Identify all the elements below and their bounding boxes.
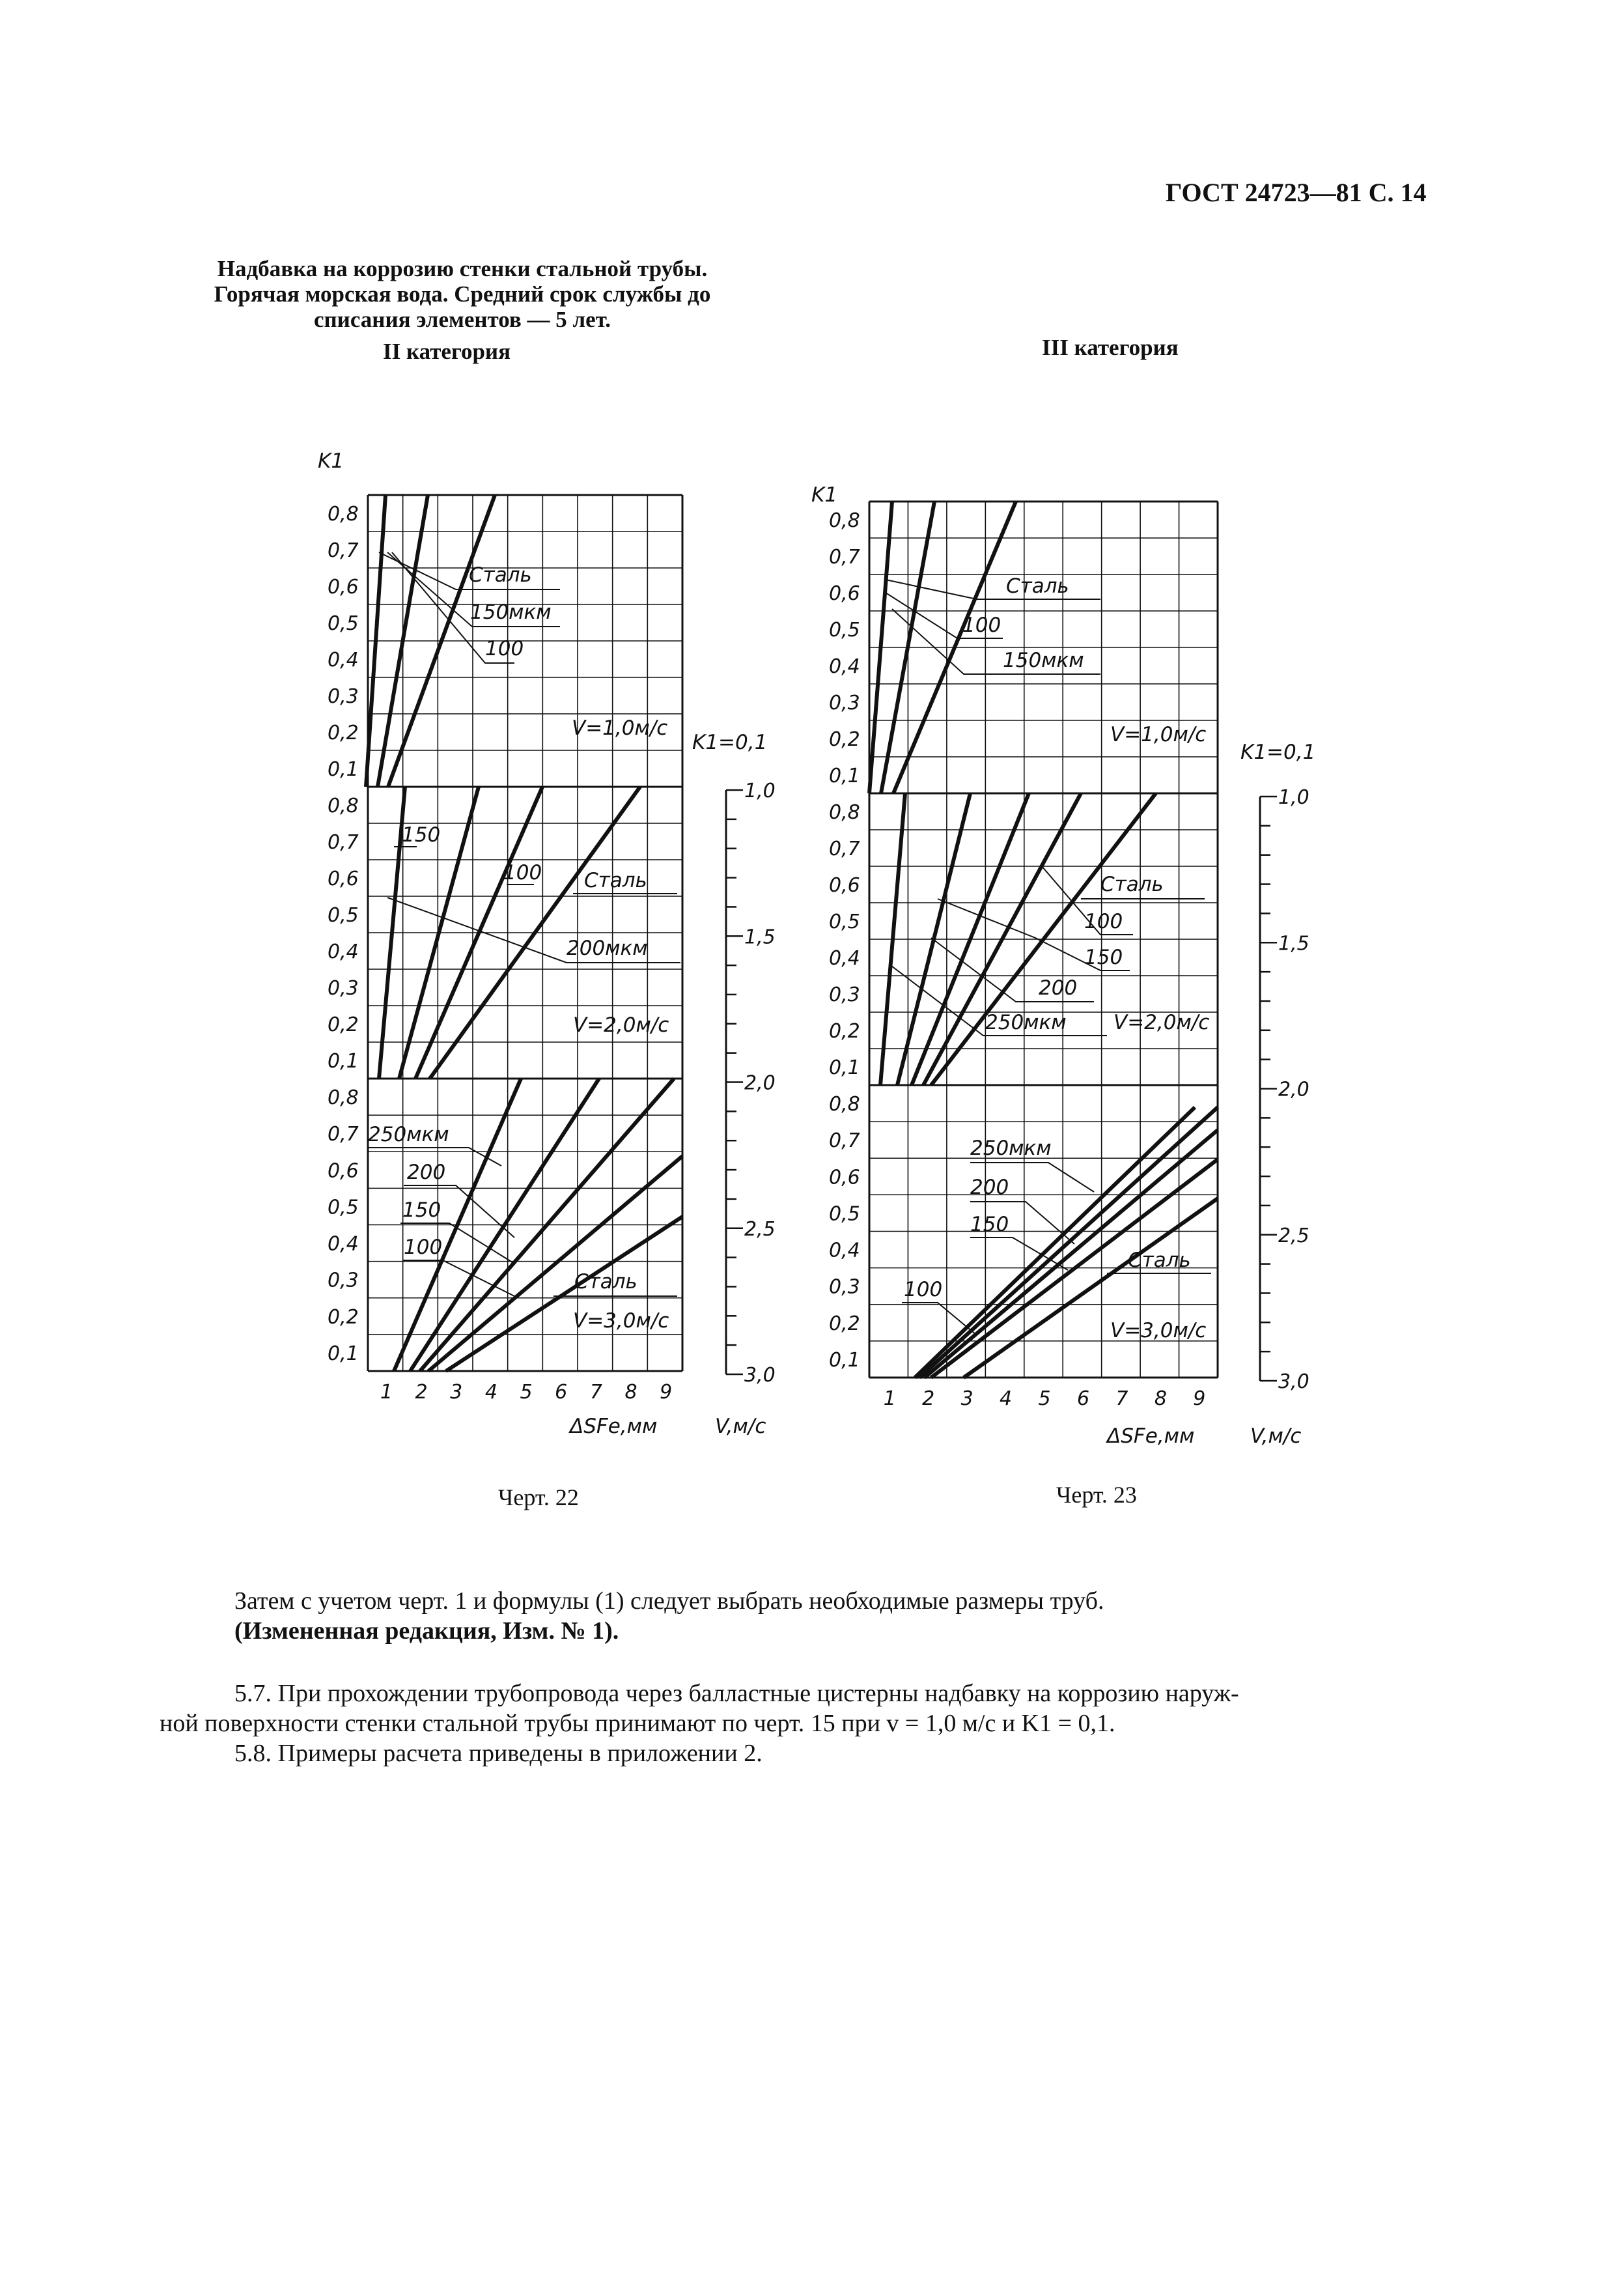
left-v-scale-label: 2,5 xyxy=(744,1217,776,1241)
right-v-axis-label: V,м/с xyxy=(1250,1424,1302,1448)
right-k-tick-label: 0,6 xyxy=(829,874,860,897)
right-p3-label-150: 150 xyxy=(970,1213,1009,1236)
right-k-tick-label: 0,1 xyxy=(829,1056,860,1079)
right-p3-label-250: 250мкм xyxy=(970,1137,1052,1160)
left-k-tick-label: 0,7 xyxy=(328,539,359,562)
right-p2-label-200: 200 xyxy=(1039,976,1078,1000)
right-p2-label-100: 100 xyxy=(1084,910,1123,933)
right-k-tick-label: 0,7 xyxy=(829,546,860,569)
left-v-scale-label: 3,0 xyxy=(744,1364,776,1387)
right-k-tick-label: 0,2 xyxy=(829,1312,860,1335)
right-k-tick-label: 0,4 xyxy=(829,655,860,678)
right-k-tick-label: 0,2 xyxy=(829,1020,860,1043)
right-p1-label-150: 150мкм xyxy=(1003,649,1084,672)
left-p1-label-150: 150мкм xyxy=(470,601,552,624)
right-k-tick-label: 0,4 xyxy=(829,947,860,970)
left-p3-label-200: 200 xyxy=(407,1161,446,1184)
left-p2-speed: V=2,0м/с xyxy=(573,1013,669,1037)
left-x-tick-label: 4 xyxy=(484,1381,497,1404)
right-k-tick-label: 0,1 xyxy=(829,1348,860,1372)
right-k-tick-label: 0,8 xyxy=(829,509,860,532)
left-k-tick-label: 0,1 xyxy=(328,758,359,781)
left-k-tick-label: 0,3 xyxy=(328,1269,359,1292)
left-p2-label-steel: Сталь xyxy=(584,869,647,892)
left-k-tick-labels xyxy=(328,503,359,1365)
left-v-axis-label: V,м/с xyxy=(715,1415,766,1438)
right-chart xyxy=(811,483,1315,1448)
left-x-tick-label: 6 xyxy=(555,1381,568,1404)
right-p2-speed: V=2,0м/с xyxy=(1113,1011,1210,1034)
right-p1-speed: V=1,0м/с xyxy=(1110,723,1207,746)
right-v-scale-title: K1=0,1 xyxy=(1240,741,1316,764)
right-k-tick-label: 0,6 xyxy=(829,582,860,605)
left-v-scale-label: 2,0 xyxy=(744,1071,776,1095)
right-k-tick-label: 0,7 xyxy=(829,838,860,860)
left-p1-label-steel: Сталь xyxy=(469,563,532,587)
right-v-scale-label: 1,0 xyxy=(1278,786,1309,809)
right-v-scale-label: 1,5 xyxy=(1278,932,1309,955)
right-x-tick-label: 5 xyxy=(1038,1387,1051,1410)
right-x-tick-label: 6 xyxy=(1076,1387,1090,1410)
left-x-axis-label: ΔSFe,мм xyxy=(570,1415,658,1438)
left-k-tick-label: 0,4 xyxy=(328,649,359,672)
title-line-1: Надбавка на коррозию стенки стальной трубы. xyxy=(217,256,708,281)
right-k-tick-label: 0,8 xyxy=(829,1093,860,1116)
left-v-scale-title: K1=0,1 xyxy=(692,731,768,754)
left-x-tick-label: 1 xyxy=(380,1381,393,1404)
right-k-tick-label: 0,5 xyxy=(829,1202,860,1226)
right-x-axis-label: ΔSFe,мм xyxy=(1107,1424,1195,1448)
left-k-tick-label: 0,1 xyxy=(328,1342,359,1365)
left-k-tick-label: 0,2 xyxy=(328,1013,359,1036)
paragraph-1-amendment: (Измененная редакция, Изм. № 1). xyxy=(234,1617,619,1645)
right-p3-label-100: 100 xyxy=(904,1278,943,1301)
left-k-tick-label: 0,8 xyxy=(328,1086,359,1110)
right-x-tick-label: 2 xyxy=(922,1387,935,1410)
right-p1-label-steel: Сталь xyxy=(1006,574,1069,598)
right-x-tick-label: 9 xyxy=(1193,1387,1206,1410)
right-p2-label-250: 250мкм xyxy=(985,1011,1067,1034)
left-p3-speed: V=3,0м/с xyxy=(573,1309,669,1333)
right-p2-label-steel: Сталь xyxy=(1100,873,1164,896)
right-figure-caption: Черт. 23 xyxy=(1056,1482,1137,1508)
paragraph-2-line-1: 5.7. При прохождении трубопровода через балластные цистерны надбавку на коррозию наруж- xyxy=(234,1680,1239,1707)
right-x-tick-label: 7 xyxy=(1115,1387,1128,1410)
right-v-scale xyxy=(1260,786,1309,1393)
left-k-tick-label: 0,4 xyxy=(328,1232,359,1256)
right-k-tick-label: 0,3 xyxy=(829,692,860,714)
right-p3-label-200: 200 xyxy=(970,1176,1009,1199)
left-p2-label-100: 100 xyxy=(503,861,542,884)
left-k-tick-label: 0,1 xyxy=(328,1050,359,1073)
left-figure-caption: Черт. 22 xyxy=(498,1484,579,1510)
left-x-tick-labels xyxy=(380,1381,672,1404)
right-k-tick-label: 0,5 xyxy=(829,911,860,933)
left-v-scale-label: 1,5 xyxy=(744,926,776,949)
right-v-scale-label: 2,5 xyxy=(1278,1224,1309,1247)
right-k-tick-label: 0,2 xyxy=(829,728,860,751)
left-p3-label-150: 150 xyxy=(402,1198,441,1222)
right-k-tick-label: 0,6 xyxy=(829,1166,860,1189)
right-v-scale-label: 3,0 xyxy=(1278,1370,1309,1393)
left-k-tick-label: 0,6 xyxy=(328,576,359,599)
left-p2-label-200: 200мкм xyxy=(567,937,648,960)
right-k-tick-label: 0,4 xyxy=(829,1239,860,1262)
left-category: II категория xyxy=(383,339,511,364)
left-p1-speed: V=1,0м/с xyxy=(572,716,668,740)
right-x-tick-label: 1 xyxy=(883,1387,896,1410)
right-category: III категория xyxy=(1042,335,1179,360)
left-k-tick-label: 0,6 xyxy=(328,1159,359,1183)
right-p1-label-100: 100 xyxy=(962,614,1001,637)
left-x-tick-label: 8 xyxy=(624,1381,637,1404)
left-k-tick-label: 0,7 xyxy=(328,1123,359,1146)
left-k-tick-label: 0,8 xyxy=(328,795,359,817)
right-k-tick-label: 0,7 xyxy=(829,1129,860,1153)
left-chart xyxy=(318,449,776,1438)
left-v-scale-label: 1,0 xyxy=(744,780,776,802)
right-k-tick-labels xyxy=(829,509,860,1372)
left-p2-label-150: 150 xyxy=(402,823,441,847)
left-k-tick-label: 0,5 xyxy=(328,612,359,635)
left-k-tick-label: 0,4 xyxy=(328,941,359,963)
left-k-tick-label: 0,7 xyxy=(328,831,359,854)
right-k-tick-label: 0,8 xyxy=(829,801,860,824)
right-x-tick-label: 3 xyxy=(960,1387,973,1410)
left-p3-label-steel: Сталь xyxy=(574,1270,637,1294)
right-x-tick-label: 8 xyxy=(1154,1387,1167,1410)
right-k-axis-label: K1 xyxy=(811,483,838,507)
left-v-scale xyxy=(726,780,776,1387)
left-p3-label-250: 250мкм xyxy=(368,1123,449,1146)
left-k-axis-label: K1 xyxy=(318,449,344,473)
title-line-3: списания элементов — 5 лет. xyxy=(313,307,611,332)
paragraph-2-line-2: ной поверхности стенки стальной трубы принимают по черт. 15 при v = 1,0 м/с и K1 = 0,1. xyxy=(160,1710,1115,1737)
right-x-tick-labels xyxy=(884,1387,1206,1410)
right-k-tick-label: 0,1 xyxy=(829,765,860,787)
title-line-2: Горячая морская вода. Средний срок службы до xyxy=(214,281,711,307)
left-k-tick-label: 0,6 xyxy=(328,868,359,890)
right-p2-label-150: 150 xyxy=(1084,946,1123,969)
left-p3-label-100: 100 xyxy=(404,1236,443,1259)
right-k-tick-label: 0,3 xyxy=(829,983,860,1006)
right-v-scale-label: 2,0 xyxy=(1278,1078,1309,1101)
left-k-tick-label: 0,5 xyxy=(328,904,359,927)
left-x-tick-label: 5 xyxy=(520,1381,533,1404)
left-k-tick-label: 0,3 xyxy=(328,685,359,708)
right-x-tick-label: 4 xyxy=(1000,1387,1013,1410)
left-k-tick-label: 0,2 xyxy=(328,1305,359,1329)
page-header: ГОСТ 24723—81 С. 14 xyxy=(1166,178,1427,207)
right-k-tick-label: 0,5 xyxy=(829,619,860,642)
left-k-tick-label: 0,3 xyxy=(328,977,359,1000)
left-x-tick-label: 9 xyxy=(660,1381,673,1404)
left-x-tick-label: 7 xyxy=(589,1381,602,1404)
left-x-tick-label: 3 xyxy=(450,1381,463,1404)
left-p1-label-100: 100 xyxy=(485,637,524,660)
paragraph-1: Затем с учетом черт. 1 и формулы (1) следует выбрать необходимые размеры труб. xyxy=(234,1587,1104,1615)
paragraph-3: 5.8. Примеры расчета приведены в приложении 2. xyxy=(234,1740,763,1767)
left-x-tick-label: 2 xyxy=(415,1381,428,1404)
left-k-tick-label: 0,8 xyxy=(328,503,359,526)
left-k-tick-label: 0,2 xyxy=(328,722,359,744)
left-k-tick-label: 0,5 xyxy=(328,1196,359,1219)
right-p3-speed: V=3,0м/с xyxy=(1110,1319,1207,1342)
right-p3-label-steel: Сталь xyxy=(1128,1249,1191,1272)
right-k-tick-label: 0,3 xyxy=(829,1275,860,1299)
